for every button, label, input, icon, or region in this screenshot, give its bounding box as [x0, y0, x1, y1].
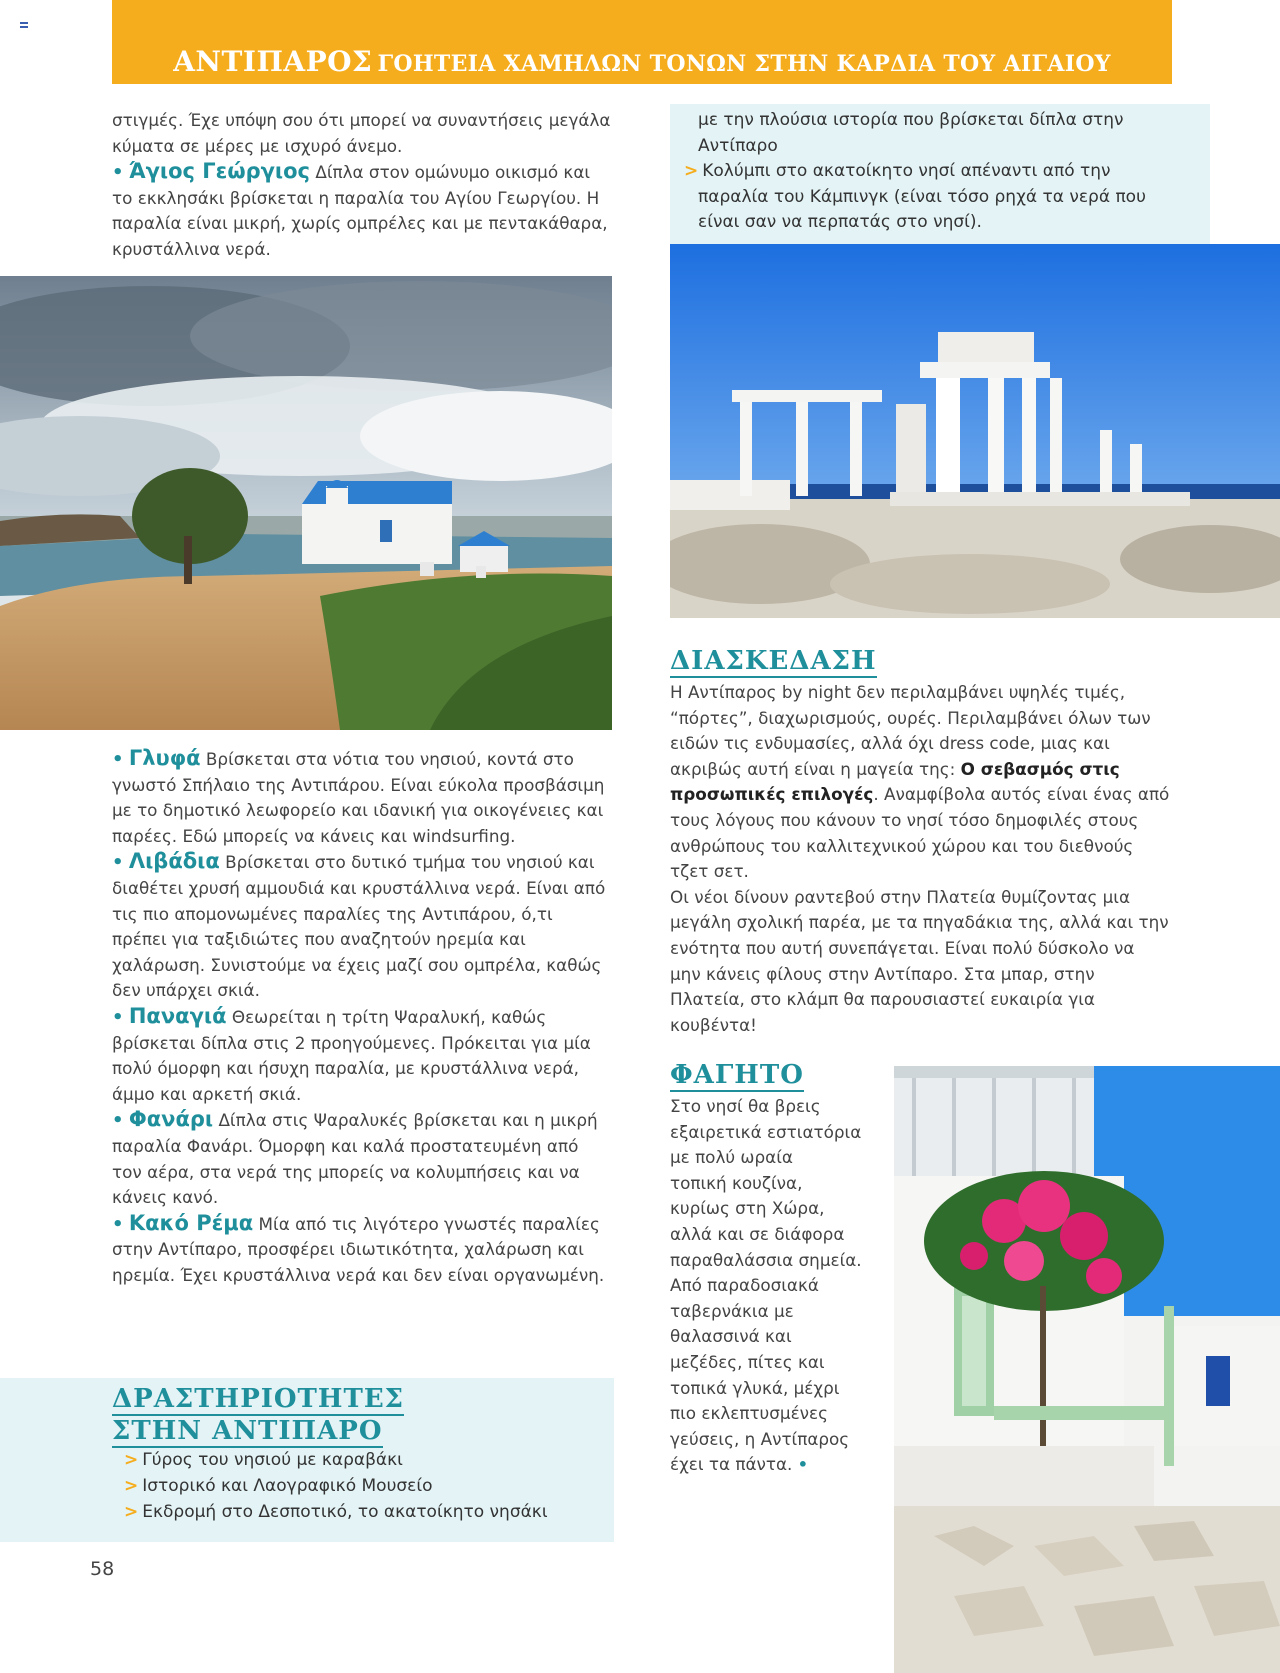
beach-panagia: • Παναγιά Θεωρείται η τρίτη Ψαραλυκή, καθώς βρίσκεται δίπλα στις 2 προηγούμενες. Πρόκειται για μία πολύ όμορφη και ήσυχη παραλία, με κρυστάλλινα νερά, άμμο και αρκετή σκιά. — [112, 1003, 591, 1104]
food-text: Στο νησί θα βρεις εξαιρετικά εστιατόρια με πολύ ωραία τοπική κουζίνα, κυρίως στη Χώρα, αλλά και σε διάφορα παραθαλάσσια σημεία. Από παραδοσιακά ταβερνάκια με θαλασσινά και μεζέδες, πίτες και τοπικά γλυκά, μέχρι πιο εκλεπτυσμένες γεύσεις, η Αντίπαρος έχει τα πάντα. • — [670, 1096, 862, 1475]
activities-title: ΔΡΑΣΤΗΡΙΟΤΗΤΕΣ ΣΤΗΝ ΑΝΤΙΠΑΡΟ — [112, 1384, 405, 1446]
continued-line: Αντίπαρο — [698, 135, 778, 156]
page-number: 58 — [90, 1558, 115, 1580]
arrow-icon: > — [124, 1450, 139, 1470]
activity-item: > Εκδρομή στο Δεσποτικό, το ακατοίκητο νησάκι — [124, 1502, 548, 1522]
beach-title: Κακό Ρέμα — [128, 1210, 254, 1235]
entertainment-paragraph-2: Οι νέοι δίνουν ραντεβού στην Πλατεία θυμίζοντας μια μεγάλη σχολική παρέα, με τα πηγαδάκια της, αλλά και την ενότητα που αυτή συνεπάγεται. Είναι πολύ δύσκολο να μην κάνεις φίλους στην Αντίπαρο. Στα μπαρ, στην Πλατεία, στο κλάμπ θα παρουσιαστεί ευκαιρία για κουβέντα! — [670, 886, 1169, 1035]
food-title: ΦΑΓΗΤΟ — [670, 1060, 804, 1090]
arrow-icon: > — [684, 161, 699, 182]
beach-text: Βρίσκεται στο δυτικό τμήμα του νησιού και διαθέτει χρυσή αμμουδιά και κρυστάλλινα νερά. Είναι από τις πιο απομονωμένες παραλίες της Αντιπάρου, ό,τι πρέπει για ταξιδιώτες που αναζητούν ηρεμία και χαλάρωση. Συνιστούμε να έχεις μαζί σου ομπρέλα, καθώς δεν υπάρχει σκιά. — [112, 852, 606, 1001]
beach-title: Άγιος Γεώργιος — [128, 159, 310, 184]
left-top-text — [112, 108, 612, 263]
arrow-icon: > — [124, 1476, 139, 1496]
beach-title: Λιβάδια — [128, 849, 220, 874]
title-main: ΑΝΤΙΠΑΡΟΣ — [173, 45, 373, 78]
beach-kako-rema: • Κακό Ρέμα Μία από τις λιγότερο γνωστές παραλίες στην Αντίπαρο, προσφέρει ιδιωτικότητα, χαλάρωση και ηρεμία. Έχει κρυστάλλινα νερά και δεν είναι οργανωμένη. — [112, 1210, 605, 1285]
entertainment-text — [670, 680, 1170, 1038]
beach-text: Μία από τις λιγότερο γνωστές παραλίες στην Αντίπαρο, προσφέρει ιδιωτικότητα, χαλάρωση και ηρεμία. Έχει κρυστάλλινα νερά και δεν είναι οργανωμένη. — [112, 1213, 605, 1285]
activities-continued — [684, 108, 1184, 236]
page-title — [112, 42, 1172, 86]
activity-item: > Κολύμπι στο ακατοίκητο νησί απέναντι από την παραλία του Κάμπινγκ (είναι τόσο ρηχά τα νερά που είναι σαν να περπατάς στο νησί). — [684, 161, 1146, 233]
beaches-list — [112, 746, 612, 1288]
emphasis-text: Ο σεβασμός στις προσωπικές επιλογές — [670, 758, 1120, 805]
beach-title: Φανάρι — [128, 1107, 214, 1132]
church-beach-photo — [0, 276, 612, 730]
beach-agios-georgios: • Άγιος Γεώργιος Δίπλα στον ομώνυμο οικισμό και το εκκλησάκι βρίσκεται η παραλία του Αγίου Γεωργίου. Η παραλία είναι μικρή, χωρίς ομπρέλες και με πεντακάθαρα, κρυστάλλινα νερά. — [112, 159, 608, 259]
beach-text: Βρίσκεται στα νότια του νησιού, κοντά στο γνωστό Σπήλαιο της Αντιπάρου. Είναι εύκολα προσβάσιμη με το δημοτικό λεωφορείο και ιδανική για οικογένειες και παρέες. Εδώ μπορείς να κάνεις και windsurfing. — [112, 749, 605, 846]
beach-title: Παναγιά — [128, 1003, 227, 1028]
end-mark: • — [797, 1455, 808, 1475]
activity-item: > Γύρος του νησιού με καραβάκι — [124, 1450, 403, 1470]
beach-text: Δίπλα στον ομώνυμο οικισμό και το εκκλησάκι βρίσκεται η παραλία του Αγίου Γεωργίου. Η παραλία είναι μικρή, χωρίς ομπρέλες και με πεντακάθαρα, κρυστάλλινα νερά. — [112, 162, 608, 259]
alley-bougainvillea-photo — [894, 1066, 1280, 1673]
continued-line: με την πλούσια ιστορία που βρίσκεται δίπλα στην — [698, 110, 1124, 130]
arrow-icon: > — [124, 1502, 139, 1522]
temple-ruins-photo — [670, 244, 1280, 618]
beach-text: Θεωρείται η τρίτη Ψαραλυκή, καθώς βρίσκεται δίπλα στις 2 προηγούμενες. Πρόκειται για μία πολύ όμορφη και ήσυχη παραλία, με κρυστάλλινα νερά, άμμο και αρκετή σκιά. — [112, 1006, 591, 1104]
activities-list — [124, 1447, 614, 1525]
activity-item: > Ιστορικό και Λαογραφικό Μουσείο — [124, 1476, 433, 1496]
beach-title: Γλυφά — [128, 746, 201, 770]
title-sub: ΓΟΗΤΕΙΑ ΧΑΜΗΛΩΝ ΤΟΝΩΝ ΣΤΗΝ ΚΑΡΔΙΑ ΤΟΥ ΑΙΓΑΙΟΥ — [377, 51, 1111, 77]
entertainment-paragraph-1: Η Αντίπαρος by night δεν περιλαμβάνει υψηλές τιμές, “πόρτες”, διαχωρισμούς, ουρές. Περιλαμβάνει όλων των ειδών τις ενδυμασίες, αλλά όχι dress code, μιας και ακριβώς αυτή είναι η μαγεία της: Ο σεβασμός στις προσωπικές επιλογές. Αναμφίβολα αυτός είναι ένας από τους λόγους που κάνουν το νησί τόσο δημοφιλές στους ανθρώπους του καλλιτεχνικού χώρου και του διεθνούς τζετ σετ. — [670, 682, 1170, 882]
intro-paragraph: στιγμές. Έχε υπόψη σου ότι μπορεί να συναντήσεις μεγάλα κύματα σε μέρες με ισχυρό άνεμο. — [112, 110, 611, 156]
menu-icon[interactable] — [20, 22, 28, 28]
beach-glyfa: • Γλυφά Βρίσκεται στα νότια του νησιού, κοντά στο γνωστό Σπήλαιο της Αντιπάρου. Είναι εύκολα προσβάσιμη με το δημοτικό λεωφορείο και ιδανική για οικογένειες και παρέες. Εδώ μπορείς να κάνεις και windsurfing. — [112, 746, 605, 846]
beach-fanari: • Φανάρι Δίπλα στις Ψαραλυκές βρίσκεται και η μικρή παραλία Φανάρι. Όμορφη και καλά προστατευμένη από τον αέρα, στα νερά της μπορείς να κολυμπήσεις και να κάνεις κανό. — [112, 1107, 598, 1208]
beach-text: Δίπλα στις Ψαραλυκές βρίσκεται και η μικρή παραλία Φανάρι. Όμορφη και καλά προστατευμένη από τον αέρα, στα νερά της μπορείς να κολυμπήσεις και να κάνεις κανό. — [112, 1110, 598, 1208]
beach-livadia: • Λιβάδια Βρίσκεται στο δυτικό τμήμα του νησιού και διαθέτει χρυσή αμμουδιά και κρυστάλλινα νερά. Είναι από τις πιο απομονωμένες παραλίες της Αντιπάρου, ό,τι πρέπει για ταξιδιώτες που αναζητούν ηρεμία και χαλάρωση. Συνιστούμε να έχεις μαζί σου ομπρέλα, καθώς δεν υπάρχει σκιά. — [112, 849, 606, 1001]
entertainment-title: ΔΙΑΣΚΕΔΑΣΗ — [670, 646, 877, 676]
